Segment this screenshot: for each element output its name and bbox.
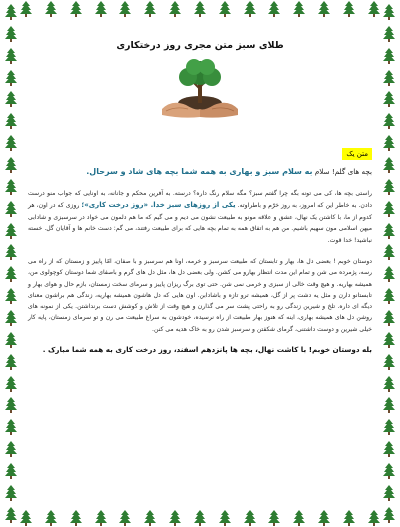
paragraph-2: دوستان خوبم ! بعضی دل ها، بهار و تابستان که طبیعت سرسبز و خرمه، اونا هم سرسبز و با صفان، امّا پاییز و زمستان که از راه می رسه، پژمرده می شن و تمام این مدت انتظار بهارو می کشن. ولی بعضی دل ها، مثل دل های گرم و باصفای شما دوستان کوچولوی من، همیشه بهاریه. و هیچ وقت خالی از سبزی و خرمی نمی شن. حتی توی برگ ریزان پاییز و سرمای سخت زمستان، بازم حال و هوای بهار و تابستانو دارن و مثل یه دشت پر از گل، همیشه ترو تازه و باشادابن. اون هایی که دل هاشون همیشه بهاریه، زندگی هم براشون معنای دیگه ای داره. تلخ و شیرین زندگی رو به راحتی پشت سر می گذارن و هیچ وقت از تلاش و کوشش دست برنداشتن. یکی از نمونه های روشن دل های همیشه بهاری، اینه که هنوز بهار طبیعت از راه نرسیده، خودشون به سراغ طبیعت می رن و تو سرمای زمستان، پایه کار خیلی شیرین و دوست داشتنی، گرمای شکفتن و سرسبز شدن رو به خاک هدیه می کنن. [28,258,372,333]
pine-tree-icon [383,70,395,86]
pine-tree-icon [383,48,395,64]
pine-tree-icon [383,463,395,479]
pine-tree-icon [70,510,82,526]
pine-tree-icon [383,310,395,326]
pine-tree-icon [383,4,395,20]
pine-tree-icon [169,510,181,526]
paragraph-1-highlight: یکی از روزهای سبز خدا. «روز درخت کاری»؛ [81,201,236,210]
pine-tree-icon [383,201,395,217]
pine-tree-icon [119,1,131,17]
pine-tree-icon [383,332,395,348]
pine-tree-icon [268,1,280,17]
document-title: طلای سبز متن مجری روز درختکاری [116,40,284,51]
pine-tree-icon [268,510,280,526]
pine-tree-icon [368,510,380,526]
pine-tree-icon [293,510,305,526]
pine-tree-icon [5,179,17,195]
pine-tree-icon [343,510,355,526]
section-badge: متن یک [342,148,372,160]
pine-tree-icon [119,510,131,526]
paragraph-1-start: راستی بچه ها، کی می تونه بگه چرا گفتم سبز؟ مگه سلام رنگ داره؟ درسته. به آفرین محکم و جانانه، به اونایی که جواب منو درست دادن. به خاطر این که امروز، به روز خرّم و باطراوته. [28,190,373,210]
pine-tree-icon [95,1,107,17]
pine-tree-icon [5,354,17,370]
pine-tree-icon [5,441,17,457]
pine-tree-icon [144,1,156,17]
pine-tree-icon [318,510,330,526]
pine-tree-icon [5,332,17,348]
pine-tree-icon [5,485,17,501]
pine-tree-icon [5,507,17,523]
pine-tree-icon [219,510,231,526]
pine-tree-icon [5,157,17,173]
pine-tree-icon [5,310,17,326]
pine-tree-icon [383,244,395,260]
pine-tree-icon [383,223,395,239]
pine-tree-icon [293,1,305,17]
pine-tree-icon [194,1,206,17]
pine-tree-icon [5,48,17,64]
pine-tree-icon [5,70,17,86]
pine-tree-icon [5,288,17,304]
pine-tree-icon [383,485,395,501]
pine-tree-icon [5,244,17,260]
pine-tree-icon [144,510,156,526]
top-tree-border [20,0,380,18]
pine-tree-icon [343,1,355,17]
pine-tree-icon [383,441,395,457]
pine-tree-icon [169,1,181,17]
pine-tree-icon [5,91,17,107]
pine-tree-icon [383,419,395,435]
pine-tree-icon [383,179,395,195]
pine-tree-icon [383,26,395,42]
pine-tree-icon [5,135,17,151]
pine-tree-icon [5,26,17,42]
pine-tree-icon [383,157,395,173]
pine-tree-icon [244,510,256,526]
document-page [28,22,372,505]
pine-tree-icon [383,288,395,304]
pine-tree-icon [244,1,256,17]
pine-tree-icon [70,1,82,17]
pine-tree-icon [194,510,206,526]
pine-tree-icon [383,113,395,129]
pine-tree-icon [20,510,32,526]
hands-holding-tree-icon [152,59,248,121]
pine-tree-icon [5,376,17,392]
pine-tree-icon [219,1,231,17]
pine-tree-icon [5,4,17,20]
greeting-intro: بچه های گلم! سلام [312,167,372,176]
pine-tree-icon [5,419,17,435]
pine-tree-icon [95,510,107,526]
pine-tree-icon [45,1,57,17]
bottom-tree-border [20,509,380,527]
right-tree-border [379,0,399,527]
pine-tree-icon [5,266,17,282]
pine-tree-icon [5,463,17,479]
pine-tree-icon [5,113,17,129]
pine-tree-icon [5,223,17,239]
greeting-line [28,166,372,178]
pine-tree-icon [383,266,395,282]
pine-tree-icon [383,354,395,370]
pine-tree-icon [5,397,17,413]
pine-tree-icon [383,91,395,107]
pine-tree-icon [383,376,395,392]
pine-tree-icon [368,1,380,17]
paragraph-1 [28,188,372,246]
pine-tree-icon [45,510,57,526]
pine-tree-icon [383,397,395,413]
pine-tree-icon [383,135,395,151]
left-tree-border [1,0,21,527]
pine-tree-icon [5,201,17,217]
pine-tree-icon [318,1,330,17]
closing-line: بله دوستان خوبم! با کاشت نهال، بچه ها پانزدهم اسفند، روز درخت کاری به همه شما مبارک . [42,344,372,354]
pine-tree-icon [20,1,32,17]
pine-tree-icon [383,507,395,523]
paragraph-1-end: روزی که در اون، هر کدوم از ما، با کاشتن یک نهال، عشق و علاقه مونو به طبیعت نشون می دیم و می گیم که ما هم دلمون می خواد در سرسبزی و شادابی میهن اسلامی مون سهیم باشیم. من هم به اتفاق همه به تمام بچه هایی که برای طبیعت رفتند، می گم: دست خانم ها و آقایان گل. خسته نباشید! خدا قوت. [28,202,372,244]
greeting-highlight: به سلام سبز و بهاری به همه شما بچه های شاد و سرحال. [86,167,313,176]
